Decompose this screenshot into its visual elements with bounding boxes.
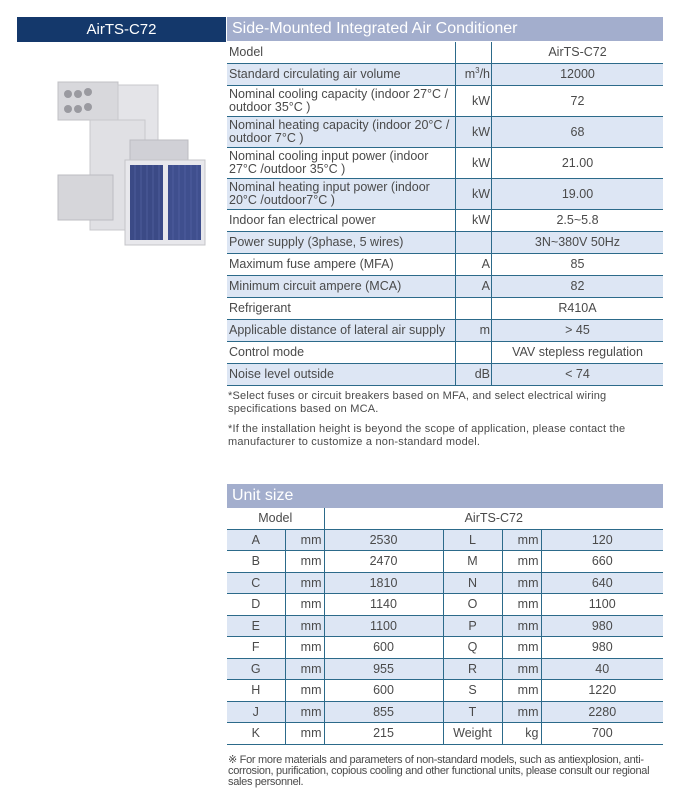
dim-value: 955 bbox=[324, 658, 443, 680]
dim-unit: mm bbox=[285, 723, 324, 745]
spec-value: 19.00 bbox=[492, 179, 664, 210]
dim-value: 2280 bbox=[541, 701, 663, 723]
dim-unit: mm bbox=[502, 637, 541, 659]
dim-unit: mm bbox=[285, 551, 324, 573]
dim-value: 40 bbox=[541, 658, 663, 680]
spec-name: Indoor fan electrical power bbox=[227, 210, 456, 232]
dim-value: 600 bbox=[324, 637, 443, 659]
size-model-label: Model bbox=[227, 508, 324, 529]
spec-section-header bbox=[227, 17, 663, 41]
spec-unit: kW bbox=[456, 86, 492, 117]
dim-key: S bbox=[443, 680, 502, 702]
dim-value: 120 bbox=[541, 529, 663, 551]
spec-row bbox=[227, 364, 663, 386]
dim-value: 640 bbox=[541, 572, 663, 594]
dim-unit: mm bbox=[285, 637, 324, 659]
dim-value: 700 bbox=[541, 723, 663, 745]
dim-unit: mm bbox=[285, 701, 324, 723]
spec-table bbox=[227, 42, 663, 386]
spec-row bbox=[227, 254, 663, 276]
dim-key: R bbox=[443, 658, 502, 680]
spec-unit bbox=[456, 232, 492, 254]
spec-unit: m bbox=[456, 320, 492, 342]
spec-row bbox=[227, 148, 663, 179]
spec-row bbox=[227, 298, 663, 320]
dim-unit: mm bbox=[502, 615, 541, 637]
spec-row bbox=[227, 232, 663, 254]
dim-value: 980 bbox=[541, 637, 663, 659]
size-row bbox=[227, 615, 663, 637]
dim-unit: mm bbox=[285, 572, 324, 594]
size-row bbox=[227, 637, 663, 659]
spec-row bbox=[227, 117, 663, 148]
size-row bbox=[227, 551, 663, 573]
dim-key: M bbox=[443, 551, 502, 573]
spec-row bbox=[227, 210, 663, 232]
dim-key: A bbox=[227, 529, 285, 551]
spec-name: Minimum circuit ampere (MCA) bbox=[227, 276, 456, 298]
spec-unit bbox=[456, 298, 492, 320]
model-banner bbox=[17, 17, 226, 42]
spec-name: Noise level outside bbox=[227, 364, 456, 386]
spec-value: 2.5~5.8 bbox=[492, 210, 664, 232]
dim-key: Q bbox=[443, 637, 502, 659]
dim-value: 660 bbox=[541, 551, 663, 573]
dim-key: Weight bbox=[443, 723, 502, 745]
dim-unit: mm bbox=[502, 658, 541, 680]
dim-value: 980 bbox=[541, 615, 663, 637]
spec-unit: A bbox=[456, 276, 492, 298]
spec-name: Nominal cooling capacity (indoor 27°C / outdoor 35°C ) bbox=[227, 86, 456, 117]
footnote: ※ For more materials and parameters of non-standard models, such as antiexplosion, anti-corrosion, purification, copious cooling and other functional units, please consult our regional sales personnel. bbox=[228, 754, 650, 788]
dim-unit: mm bbox=[285, 529, 324, 551]
dim-unit: mm bbox=[285, 594, 324, 616]
spec-value: 68 bbox=[492, 117, 664, 148]
spec-name: Refrigerant bbox=[227, 298, 456, 320]
dim-value: 855 bbox=[324, 701, 443, 723]
dim-key: C bbox=[227, 572, 285, 594]
dim-key: O bbox=[443, 594, 502, 616]
spec-value: 12000 bbox=[492, 64, 664, 86]
dim-value: 2530 bbox=[324, 529, 443, 551]
dim-unit: mm bbox=[502, 701, 541, 723]
dim-unit: mm bbox=[285, 680, 324, 702]
spec-value: > 45 bbox=[492, 320, 664, 342]
spec-section-title: Side-Mounted Integrated Air Conditioner bbox=[232, 20, 518, 37]
spec-value: < 74 bbox=[492, 364, 664, 386]
spec-name: Maximum fuse ampere (MFA) bbox=[227, 254, 456, 276]
dim-key: G bbox=[227, 658, 285, 680]
spec-value: 82 bbox=[492, 276, 664, 298]
dim-unit: mm bbox=[285, 658, 324, 680]
dim-unit: mm bbox=[502, 594, 541, 616]
dim-unit: mm bbox=[502, 529, 541, 551]
dim-value: 2470 bbox=[324, 551, 443, 573]
dim-unit: mm bbox=[285, 615, 324, 637]
dim-unit: kg bbox=[502, 723, 541, 745]
spec-unit bbox=[456, 342, 492, 364]
dim-value: 1810 bbox=[324, 572, 443, 594]
spec-value: AirTS-C72 bbox=[492, 42, 664, 64]
dim-value: 1100 bbox=[324, 615, 443, 637]
dim-key: F bbox=[227, 637, 285, 659]
size-row bbox=[227, 594, 663, 616]
spec-name: Control mode bbox=[227, 342, 456, 364]
dim-value: 600 bbox=[324, 680, 443, 702]
size-header-row bbox=[227, 508, 663, 529]
spec-value: R410A bbox=[492, 298, 664, 320]
spec-row bbox=[227, 42, 663, 64]
dim-unit: mm bbox=[502, 572, 541, 594]
spec-name: Nominal cooling input power (indoor 27°C /outdoor 35°C ) bbox=[227, 148, 456, 179]
dim-key: D bbox=[227, 594, 285, 616]
dim-key: E bbox=[227, 615, 285, 637]
dim-value: 1140 bbox=[324, 594, 443, 616]
spec-name: Model bbox=[227, 42, 456, 64]
spec-row bbox=[227, 179, 663, 210]
spec-name: Standard circulating air volume bbox=[227, 64, 456, 86]
spec-unit: $m^3/h$ bbox=[456, 64, 492, 86]
dim-key: J bbox=[227, 701, 285, 723]
spec-name: Power supply (3phase, 5 wires) bbox=[227, 232, 456, 254]
spec-name: Nominal heating input power (indoor 20°C /outdoor7°C ) bbox=[227, 179, 456, 210]
spec-row bbox=[227, 276, 663, 298]
spec-unit: kW bbox=[456, 179, 492, 210]
spec-value: 21.00 bbox=[492, 148, 664, 179]
dim-unit: mm bbox=[502, 551, 541, 573]
spec-value: VAV stepless regulation bbox=[492, 342, 664, 364]
size-row bbox=[227, 680, 663, 702]
spec-value: 3N~380V 50Hz bbox=[492, 232, 664, 254]
size-row bbox=[227, 701, 663, 723]
spec-row bbox=[227, 342, 663, 364]
size-section-header bbox=[227, 484, 663, 508]
spec-row bbox=[227, 86, 663, 117]
size-row bbox=[227, 658, 663, 680]
spec-value: 72 bbox=[492, 86, 664, 117]
spec-name: Applicable distance of lateral air supply bbox=[227, 320, 456, 342]
dim-key: T bbox=[443, 701, 502, 723]
note-mfa-mca: *Select fuses or circuit breakers based on MFA, and select electrical wiring specifications based on MCA. bbox=[228, 390, 607, 415]
spec-unit: dB bbox=[456, 364, 492, 386]
spec-row bbox=[227, 64, 663, 86]
spec-row bbox=[227, 320, 663, 342]
spec-unit: A bbox=[456, 254, 492, 276]
dim-key: H bbox=[227, 680, 285, 702]
size-row bbox=[227, 529, 663, 551]
spec-value: 85 bbox=[492, 254, 664, 276]
spec-unit: kW bbox=[456, 148, 492, 179]
spec-name: Nominal heating capacity (indoor 20°C / outdoor 7°C ) bbox=[227, 117, 456, 148]
size-row bbox=[227, 572, 663, 594]
dim-value: 215 bbox=[324, 723, 443, 745]
dim-unit: mm bbox=[502, 680, 541, 702]
dim-value: 1220 bbox=[541, 680, 663, 702]
product-image bbox=[30, 60, 210, 255]
spec-unit: kW bbox=[456, 210, 492, 232]
spec-unit: kW bbox=[456, 117, 492, 148]
dim-key: L bbox=[443, 529, 502, 551]
note-installation-height: *If the installation height is beyond the scope of application, please contact the manufacturer to customize a non-standard model. bbox=[228, 423, 626, 448]
dim-key: N bbox=[443, 572, 502, 594]
spec-unit bbox=[456, 42, 492, 64]
size-row bbox=[227, 723, 663, 745]
size-model-value: AirTS-C72 bbox=[324, 508, 663, 529]
dim-key: P bbox=[443, 615, 502, 637]
dim-key: K bbox=[227, 723, 285, 745]
model-banner-label: AirTS-C72 bbox=[86, 21, 157, 38]
dim-key: B bbox=[227, 551, 285, 573]
size-section-title: Unit size bbox=[232, 487, 294, 504]
size-table bbox=[227, 508, 663, 745]
dim-value: 1100 bbox=[541, 594, 663, 616]
